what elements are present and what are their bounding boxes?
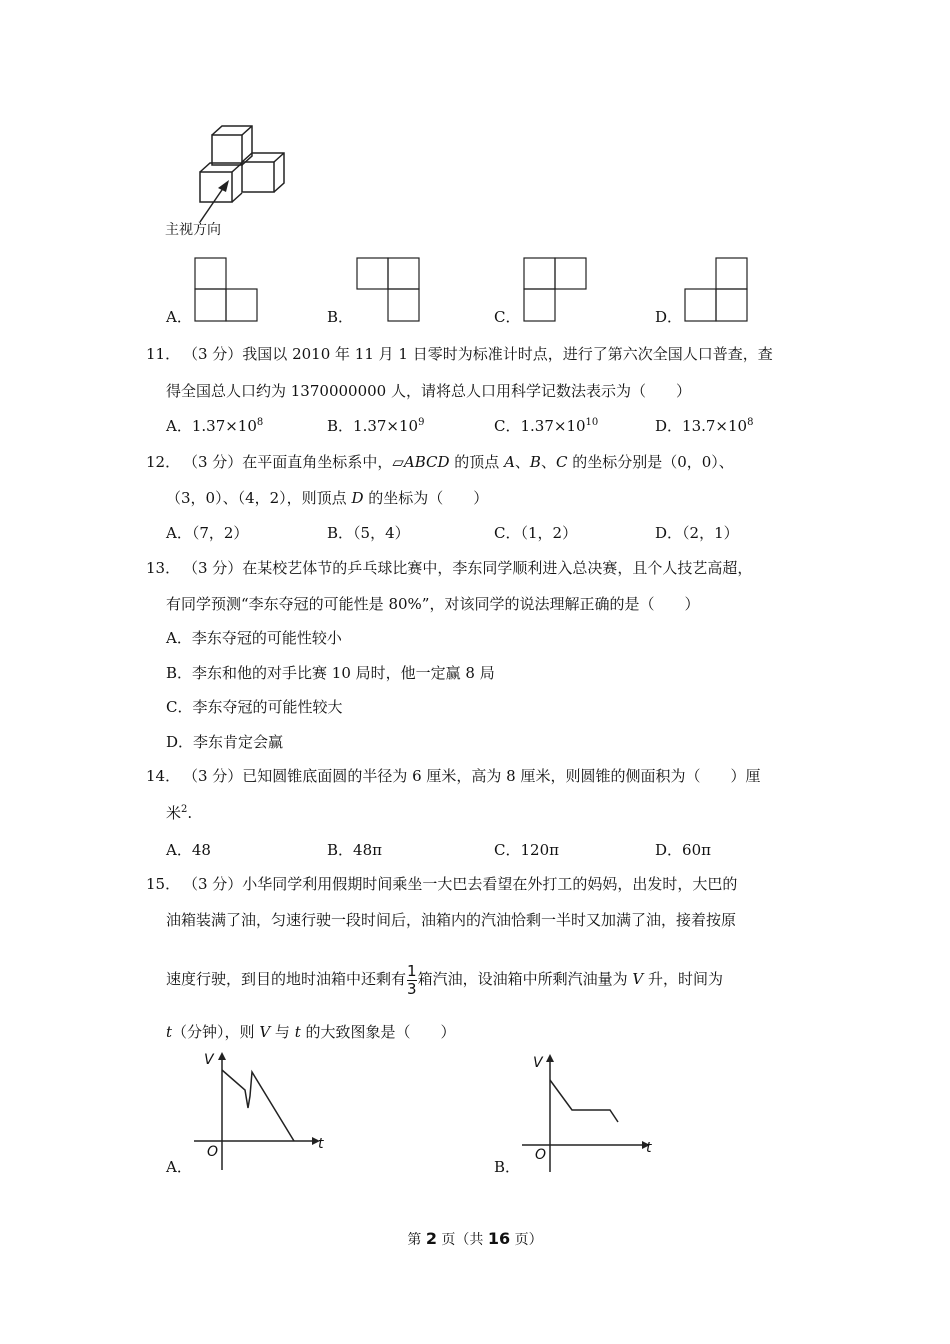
q13-option-b: B．李东和他的对手比赛 10 局时，他一定赢 8 局 bbox=[166, 664, 495, 682]
q15-option-b-label: B． bbox=[494, 1158, 521, 1176]
q12-option-c: C．（1，2） bbox=[494, 524, 578, 542]
q11-option-d: D．$13.7\times 10^8$ bbox=[655, 417, 754, 435]
q14-option-c: C．120π bbox=[494, 841, 559, 859]
q13-option-a: A．李东夺冠的可能性较小 bbox=[166, 629, 342, 647]
view-direction-caption: 主视方向 bbox=[165, 222, 221, 238]
q12-line1: （3 分）在平面直角坐标系中，▱ABCD 的顶点 A、B、C 的坐标分别是（0，0）、 bbox=[183, 453, 734, 471]
q14-option-b: B．48π bbox=[327, 841, 382, 859]
q15-graph-b-axis-v: V bbox=[533, 1055, 543, 1071]
q10-option-c-label: C． bbox=[494, 308, 521, 326]
q15-graph-a-axis-v: V bbox=[204, 1052, 214, 1068]
q13-option-d: D．李东肯定会赢 bbox=[166, 733, 284, 751]
q13-number: 13． bbox=[146, 559, 181, 577]
q15-number: 15． bbox=[146, 875, 181, 893]
q10-option-b-label: B． bbox=[327, 308, 354, 326]
q14-number: 14． bbox=[146, 767, 181, 785]
q15-line4: t（分钟），则 V 与 t 的大致图象是（ ） bbox=[166, 1023, 456, 1041]
q11-line1: （3 分）我国以 2010 年 11 月 1 日零时为标准计时点，进行了第六次全国人口普查，查 bbox=[183, 345, 773, 363]
q15-graph-a-axis-t: t bbox=[318, 1136, 324, 1152]
q12-option-b: B．（5，4） bbox=[327, 524, 410, 542]
q10-option-b-figure bbox=[355, 255, 425, 325]
q14-line2: 米$^2$. bbox=[166, 804, 193, 822]
q10-option-d-figure bbox=[683, 255, 753, 325]
q11-option-a: A．$1.37\times 10^8$ bbox=[166, 417, 264, 435]
q15-option-a-label: A． bbox=[166, 1158, 192, 1176]
q14-line1: （3 分）已知圆锥底面圆的半径为 6 厘米，高为 8 厘米，则圆锥的侧面积为（ ）厘 bbox=[183, 767, 761, 785]
q13-line1: （3 分）在某校艺体节的乒乓球比赛中，李东同学顺利进入总决赛，且个人技艺高超， bbox=[183, 559, 753, 577]
q13-line2: 有同学预测“李东夺冠的可能性是 80%”，对该同学的说法理解正确的是（ ） bbox=[166, 595, 700, 613]
q15-line3: 速度行驶，到目的地时油箱中还剩有 $\frac{1}{3}$ 箱汽油，设油箱中所剩汽油量为 V 升，时间为 bbox=[166, 961, 723, 998]
q12-line2: （3，0）、（4，2），则顶点 D 的坐标为（ ） bbox=[166, 489, 489, 507]
q10-option-c-figure bbox=[522, 255, 592, 325]
q15-line2: 油箱装满了油，匀速行驶一段时间后，油箱内的汽油恰剩一半时又加满了油，接着按原 bbox=[166, 911, 737, 929]
q12-option-d: D．（2，1） bbox=[655, 524, 739, 542]
q14-option-a: A．48 bbox=[166, 841, 211, 859]
q10-option-a-figure bbox=[193, 255, 263, 325]
q15-graph-b-origin: O bbox=[535, 1147, 547, 1163]
q11-option-c: C．$1.37\times 10^{10}$ bbox=[494, 417, 599, 435]
q11-option-b: B．$1.37\times 10^9$ bbox=[327, 417, 425, 435]
q14-option-d: D．60π bbox=[655, 841, 711, 859]
q11-line2: 得全国总人口约为 1370000000 人，请将总人口用科学记数法表示为（ ） bbox=[166, 382, 691, 400]
total-pages: 16 bbox=[487, 1229, 511, 1248]
one-third-fraction: $\frac{1}{3}$ bbox=[407, 961, 417, 998]
q15-graph-b-axis-t: t bbox=[646, 1140, 652, 1156]
page-footer: 第 2 页（共 16 页） bbox=[407, 1229, 543, 1248]
q15-line1: （3 分）小华同学利用假期时间乘坐一大巴去看望在外打工的妈妈，出发时，大巴的 bbox=[183, 875, 738, 893]
q13-option-c: C．李东夺冠的可能性较大 bbox=[166, 698, 343, 716]
q10-option-d-label: D． bbox=[655, 308, 683, 326]
q15-graph-a-origin: O bbox=[207, 1144, 219, 1160]
q12-option-a: A．（7，2） bbox=[166, 524, 249, 542]
q11-number: 11． bbox=[146, 345, 181, 363]
q12-number: 12． bbox=[146, 453, 181, 471]
current-page: 2 bbox=[425, 1229, 437, 1248]
q10-option-a-label: A． bbox=[166, 308, 192, 326]
parallelogram-symbol: ▱ bbox=[392, 453, 404, 471]
